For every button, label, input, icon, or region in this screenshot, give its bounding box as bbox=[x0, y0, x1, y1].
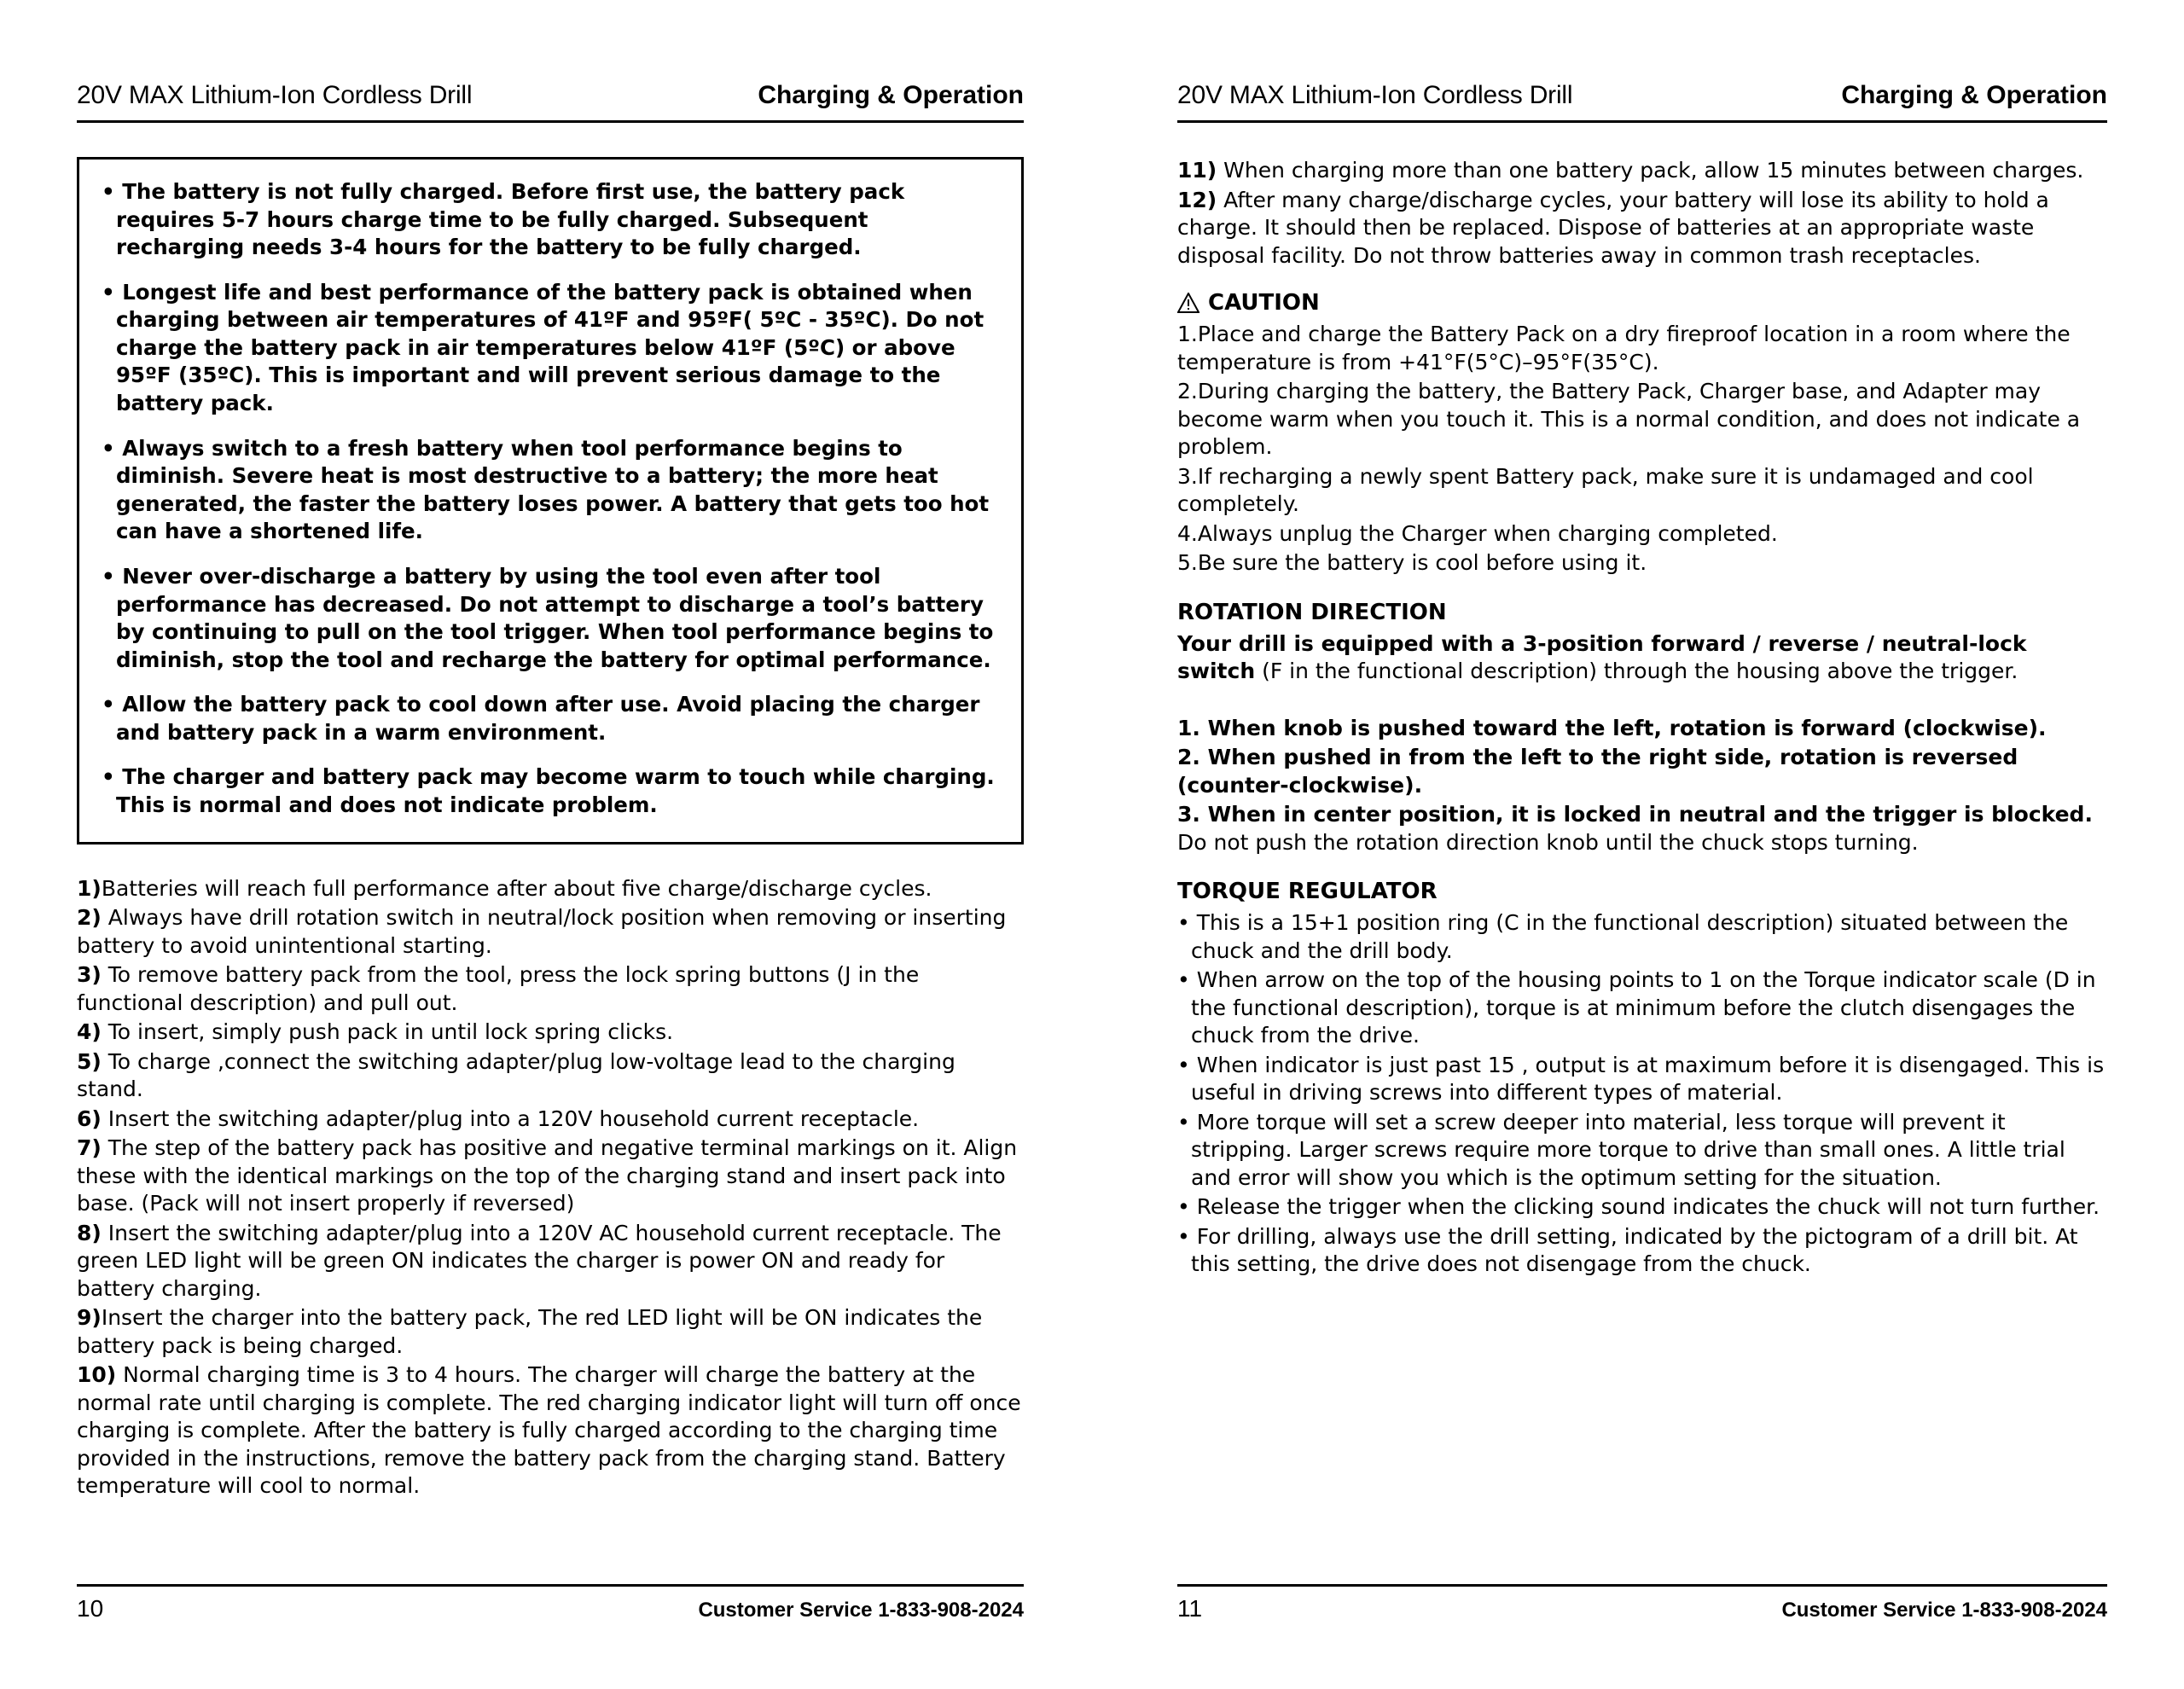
warning-text-3: • Always switch to a fresh battery when tool performance begins to diminish. Severe heat is most destructive to a battery; the more heat generated, the faster the battery loses power. A battery that gets too hot can have a shortened life. bbox=[102, 435, 990, 544]
caution-list bbox=[1177, 321, 2107, 578]
warning-paragraph bbox=[102, 435, 999, 546]
warning-paragraph bbox=[102, 178, 999, 262]
header-product-title: 20V MAX Lithium-Ion Cordless Drill bbox=[77, 81, 473, 109]
step-number: 4) bbox=[77, 1019, 102, 1045]
rotation-intro-rest: (F in the functional description) through the housing above the trigger. bbox=[1255, 659, 2018, 683]
warning-text-2: • Longest life and best performance of the battery pack is obtained when charging between air temperatures of 41ºF and 95ºF( 5ºC - 35ºC). Do not charge the battery pack in air temperatures below 41ºF (5ºC) or above 95ºF (35ºC). This is important and will prevent serious damage to the battery pack. bbox=[102, 279, 985, 416]
warning-paragraph bbox=[102, 563, 999, 674]
warning-paragraph bbox=[102, 763, 999, 819]
list-item bbox=[1177, 744, 2107, 799]
page-footer-left bbox=[77, 1584, 1024, 1622]
step-number: 1) bbox=[77, 875, 102, 901]
warning-text-6: • The charger and battery pack may become warm to touch while charging. This is normal and does not indicate problem. bbox=[102, 764, 995, 817]
list-item bbox=[77, 1019, 1024, 1047]
step-number: 9) bbox=[77, 1305, 102, 1331]
step-text: Insert the charger into the battery pack, The red LED light will be ON indicates the battery pack is being charged. bbox=[77, 1305, 983, 1358]
list-item bbox=[1177, 801, 2107, 856]
rotation-item-bold: 2. When pushed in from the left to the right side, rotation is reversed (counter-clockwise). bbox=[1177, 745, 2018, 798]
charging-steps-list-right bbox=[1177, 157, 2107, 270]
page-header-left bbox=[77, 81, 1024, 123]
list-item bbox=[1177, 157, 2107, 185]
list-item: • When arrow on the top of the housing points to 1 on the Torque indicator scale (D in the functional description), torque is at minimum before the clutch disengages the chuck from the drive. bbox=[1177, 967, 2096, 1048]
step-number: 12) bbox=[1177, 187, 1217, 212]
header-section-title: Charging & Operation bbox=[1841, 81, 2107, 109]
step-text: To remove battery pack from the tool, press the lock spring buttons (J in the functional description) and pull out. bbox=[77, 962, 920, 1015]
charging-steps-list-left bbox=[77, 875, 1024, 1500]
rotation-item-rest: Do not push the rotation direction knob until the chuck stops turning. bbox=[1177, 829, 1919, 855]
step-text: Always have drill rotation switch in neutral/lock position when removing or inserting battery to avoid unintentional starting. bbox=[77, 905, 1007, 958]
step-text: Insert the switching adapter/plug into a 120V AC household current receptacle. The green LED light will be green ON indicates the charger is power ON and ready for battery charging. bbox=[77, 1220, 1002, 1301]
step-number: 2) bbox=[77, 905, 102, 931]
list-item bbox=[77, 1304, 1024, 1360]
customer-service-text: Customer Service 1-833-908-2024 bbox=[698, 1599, 1024, 1622]
step-text: Batteries will reach full performance after about five charge/discharge cycles. bbox=[101, 875, 932, 901]
list-item: 5.Be sure the battery is cool before using it. bbox=[1177, 550, 1647, 575]
footer-divider bbox=[77, 1584, 1024, 1587]
step-number: 5) bbox=[77, 1048, 102, 1074]
page-footer-right bbox=[1177, 1584, 2107, 1622]
step-number: 11) bbox=[1177, 158, 1217, 183]
list-item: • Release the trigger when the clicking sound indicates the chuck will not turn further. bbox=[1177, 1194, 2100, 1219]
step-text: After many charge/discharge cycles, your battery will lose its ability to hold a charge. It should then be replaced. Dispose of batteries at an appropriate waste disposal facility. Do not throw batteries away in common trash receptacles. bbox=[1177, 187, 2049, 268]
step-number: 3) bbox=[77, 962, 102, 988]
list-item: • More torque will set a screw deeper into material, less torque will prevent it stripping. Larger screws require more torque to drive than small ones. A little trial and error will show you which is the optimum setting for the situation. bbox=[1177, 1109, 2065, 1190]
list-item: • For drilling, always use the drill setting, indicated by the pictogram of a drill bit. At this setting, the drive does not disengage from the chuck. bbox=[1177, 1223, 2078, 1276]
rotation-item-bold: 1. When knob is pushed toward the left, rotation is forward (clockwise). bbox=[1177, 715, 2047, 740]
list-item: 3.If recharging a newly spent Battery pack, make sure it is undamaged and cool completely. bbox=[1177, 463, 2034, 516]
list-item: 1.Place and charge the Battery Pack on a dry fireproof location in a room where the temperature is from +41°F(5°C)–95°F(35°C). bbox=[1177, 322, 2071, 374]
list-item bbox=[77, 904, 1024, 960]
list-item bbox=[77, 1048, 1024, 1104]
footer-divider bbox=[1177, 1584, 2107, 1587]
torque-regulator-heading: TORQUE REGULATOR bbox=[1177, 879, 1438, 904]
list-item bbox=[77, 1361, 1024, 1500]
step-text: Normal charging time is 3 to 4 hours. The charger will charge the battery at the normal rate until charging is complete. The red charging indicator light will turn off once charging is complete. After the battery is fully charged according to the charging time provided in the instructions, remove the battery pack from the charging stand. Battery temperature will cool to normal. bbox=[77, 1362, 1021, 1499]
rotation-item-bold: 3. When in center position, it is locked in neutral and the trigger is blocked. bbox=[1177, 802, 2093, 827]
step-number: 8) bbox=[77, 1220, 102, 1245]
list-item: • This is a 15+1 position ring (C in the functional description) situated between the chuck and the drill body. bbox=[1177, 910, 2069, 963]
torque-bullet-list bbox=[1177, 909, 2107, 1279]
list-item bbox=[77, 1135, 1024, 1218]
warning-paragraph bbox=[102, 691, 999, 746]
warning-triangle-icon bbox=[1177, 293, 1199, 313]
caution-heading bbox=[1177, 290, 2107, 316]
list-item bbox=[77, 961, 1024, 1017]
page-header-right bbox=[1177, 81, 2107, 123]
page-number: 10 bbox=[77, 1595, 104, 1622]
header-product-title: 20V MAX Lithium-Ion Cordless Drill bbox=[1177, 81, 1573, 109]
list-item bbox=[1177, 187, 2107, 270]
step-number: 6) bbox=[77, 1106, 102, 1131]
warning-text-5: • Allow the battery pack to cool down after use. Avoid placing the charger and battery pack in a warm environment. bbox=[102, 692, 980, 745]
list-item bbox=[77, 875, 1024, 903]
caution-heading-text: CAUTION bbox=[1208, 290, 1320, 316]
warning-text-1: • The battery is not fully charged. Before first use, the battery pack requires 5-7 hours charge time to be fully charged. Subsequent recharging needs 3-4 hours for the battery to be fully charged. bbox=[102, 179, 905, 260]
list-item: • When indicator is just past 15 , output is at maximum before it is disengaged. This is useful in driving screws into different types of material. bbox=[1177, 1052, 2105, 1105]
step-text: When charging more than one battery pack, allow 15 minutes between charges. bbox=[1217, 158, 2084, 183]
list-item bbox=[1177, 715, 2107, 743]
rotation-intro bbox=[1177, 630, 2107, 686]
list-item bbox=[77, 1220, 1024, 1303]
rotation-intro-bold: Your drill is equipped with a 3-position forward / reverse / neutral-lock switch bbox=[1177, 630, 2027, 683]
list-item: 2.During charging the battery, the Battery Pack, Charger base, and Adapter may become warm when you touch it. This is a normal condition, and does not indicate a problem. bbox=[1177, 379, 2081, 459]
customer-service-text: Customer Service 1-833-908-2024 bbox=[1781, 1599, 2107, 1622]
warning-paragraph bbox=[102, 279, 999, 418]
step-text: Insert the switching adapter/plug into a 120V household current receptacle. bbox=[101, 1106, 920, 1131]
page-number: 11 bbox=[1177, 1595, 1203, 1622]
header-section-title: Charging & Operation bbox=[758, 81, 1024, 109]
rotation-direction-heading: ROTATION DIRECTION bbox=[1177, 599, 1447, 625]
step-number: 10) bbox=[77, 1362, 117, 1388]
list-item: 4.Always unplug the Charger when charging completed. bbox=[1177, 520, 1778, 546]
step-text: To insert, simply push pack in until lock spring clicks. bbox=[101, 1019, 674, 1045]
rotation-steps bbox=[1177, 715, 2107, 857]
step-text: To charge ,connect the switching adapter/plug low-voltage lead to the charging stand. bbox=[77, 1048, 956, 1102]
warning-text-4: • Never over-discharge a battery by using the tool even after tool performance has decreased. Do not attempt to discharge a tool’s battery by continuing to pull on the tool trigger. When tool performance begins to diminish, stop the tool and recharge the battery for optimal performance. bbox=[102, 563, 994, 672]
step-number: 7) bbox=[77, 1135, 102, 1161]
page-right bbox=[1101, 0, 2184, 1689]
battery-warning-box bbox=[77, 157, 1024, 844]
list-item bbox=[77, 1106, 1024, 1134]
step-text: The step of the battery pack has positive and negative terminal markings on it. Align these with the identical markings on the top of the charging stand and insert pack into base. (Pack will not insert properly if reversed) bbox=[77, 1135, 1018, 1216]
